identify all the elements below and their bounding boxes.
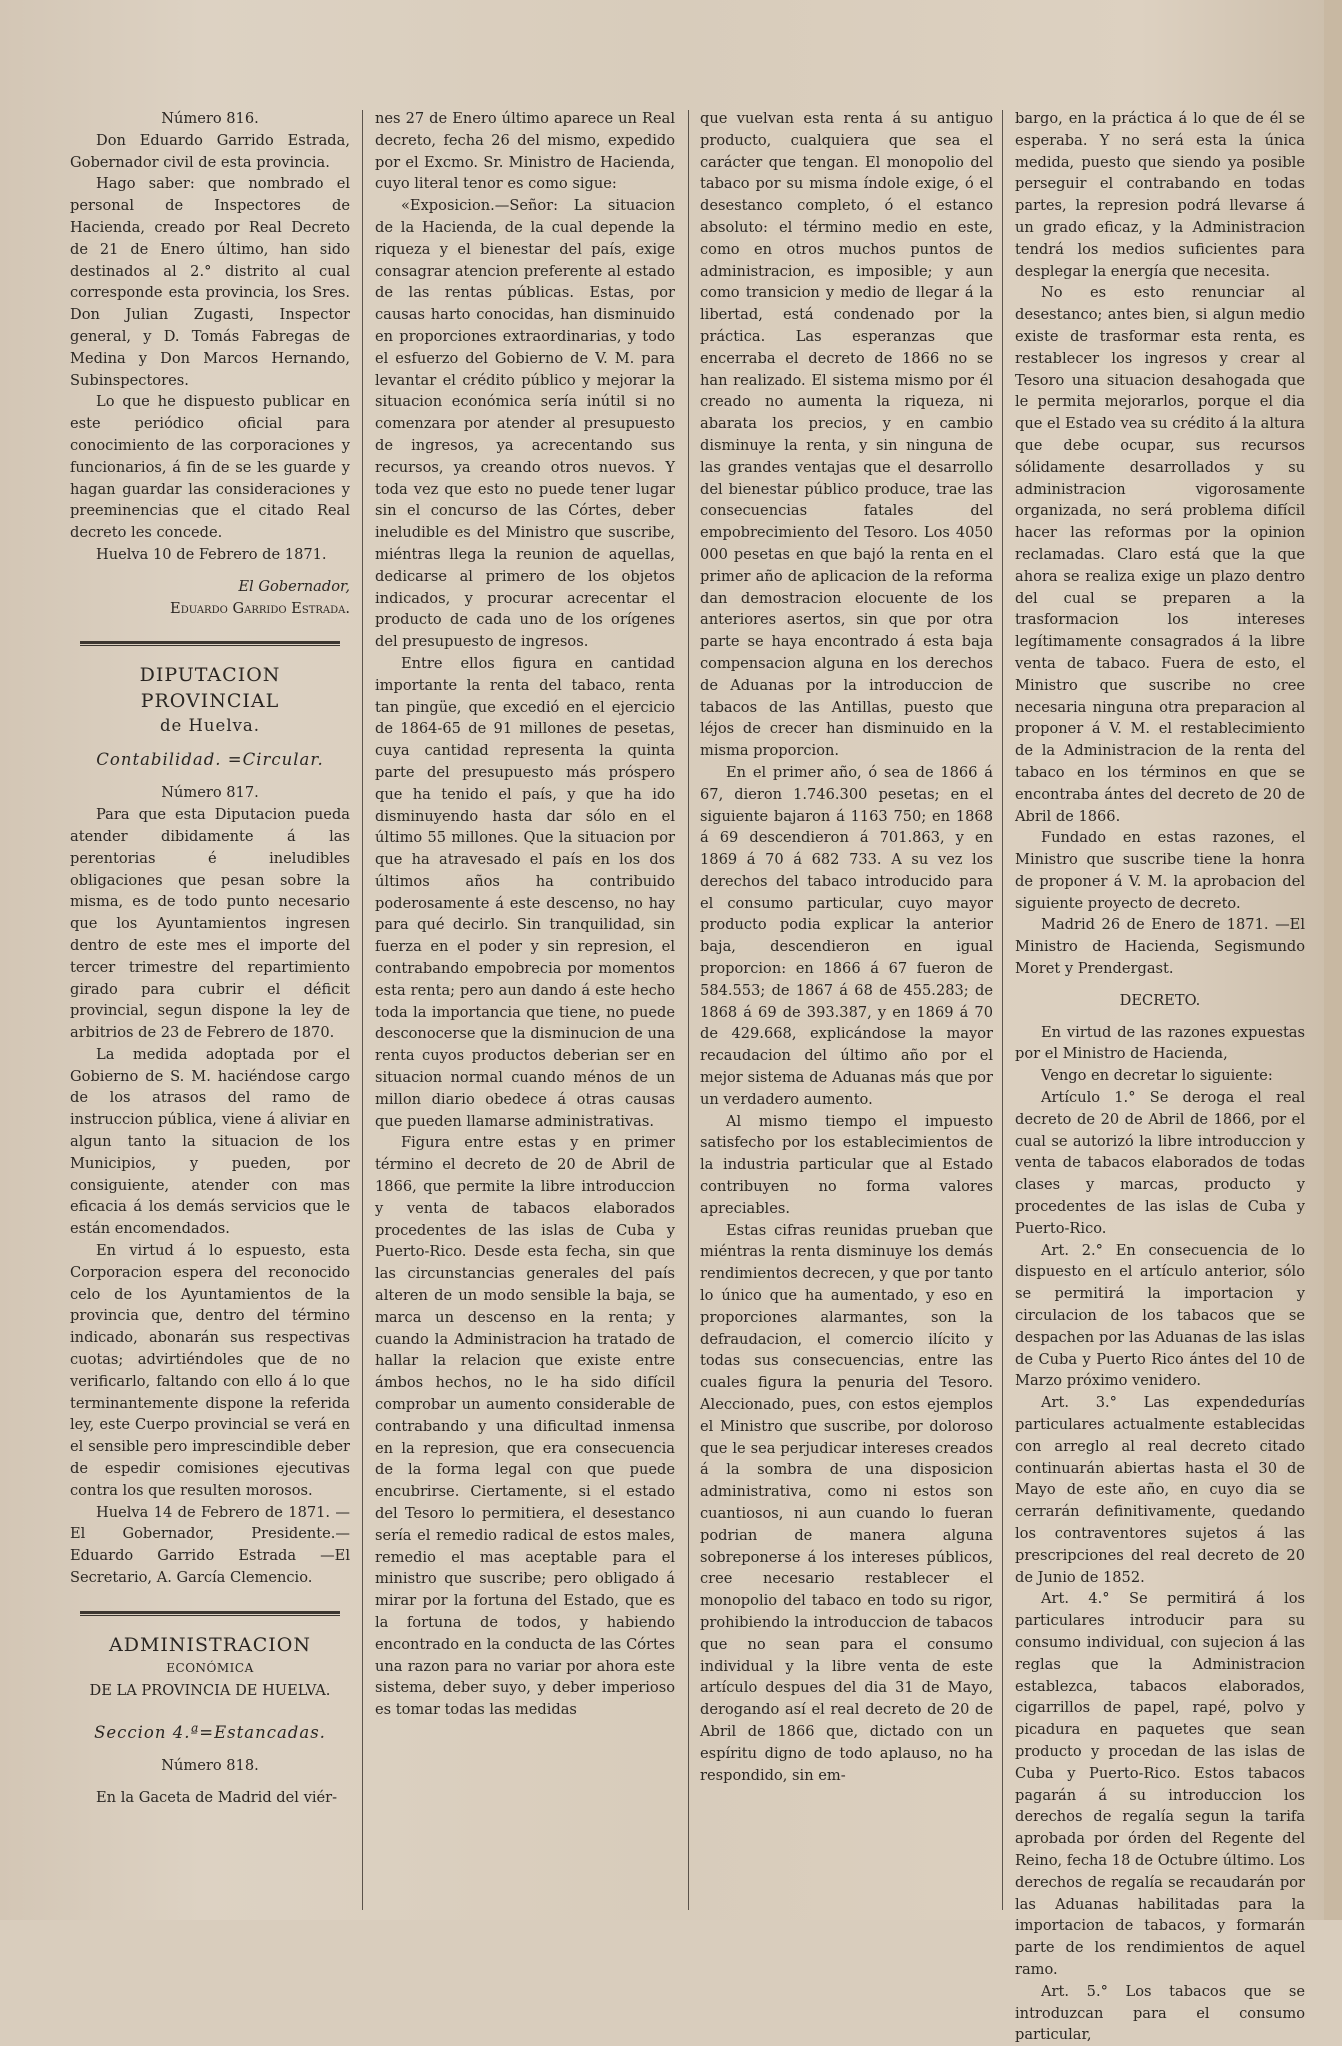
signature-name: Eduardo Garrido Estrada. — [170, 599, 350, 617]
notice-number: Número 817. — [161, 784, 259, 802]
section-subtitle: de Huelva. — [159, 716, 261, 736]
paragraph: Huelva 14 de Febrero de 1871. —El Gobernador, Presidente.— Eduardo Garrido Estrada —El Secretario, A. García Clemencio. — [70, 1503, 350, 1587]
column-rule — [1002, 110, 1003, 1910]
column-4 — [1015, 108, 1305, 2044]
paragraph: que vuelvan esta renta á su antiguo producto, cualquiera que sea el carácter que tengan. El monopolio del tabaco por su misma índole exige, ó el desestanco completo, ó el estanco absoluto: el término medio en este, como en otros muchos puntos de administracion, es imposible; y aun como transicion y medio de llegar á la libertad, está condenado por la práctica. Las esperanzas que encerraba el decreto de 1866 no se han realizado. El sistema mismo por él creado no aumenta la riqueza, ni abarata los precios, y en cambio disminuye la renta, y sin ninguna de las grandes ventajas que el desarrollo del bienestar público produce, trae las consecuencias fatales del empobrecimiento del Tesoro. Los 4050 000 pesetas en que bajó la renta en el primer año de aplicacion de la reforma dan demostracion elocuente de los anteriores asertos, sin que por otra parte se haya encontrado á esta baja compensacion alguna en los derechos de Aduanas por la introduccion de tabacos de las Antillas, puesto que léjos de crecer han disminuido en la misma proporcion. — [700, 110, 993, 760]
decree-heading: DECRETO. — [1119, 991, 1201, 1009]
paragraph: Vengo en decretar lo siguiente: — [1041, 1067, 1273, 1085]
paragraph: No es esto renunciar al desestanco; antes bien, si algun medio existe de trasformar esta renta, es restablecer los ingresos y crear al Tesoro una situacion desahogada que le permita mejorarlos, porque el dia que el Estado vea su crédito á la altura que debe ocupar, sus recursos sólidamente desarrollados y su administracion vigorosamente organizada, no será problema difícil hacer las reformas por la opinion reclamadas. Claro está que la que ahora se realiza exige un plazo dentro del cual se preparen a la trasformacion los intereses legítimamente consagrados á la libre venta de tabaco. Fuera de esto, el Ministro que suscribe no cree necesaria ninguna otra preparacion al proponer á V. M. el restablecimiento de la Administracion de la renta del tabaco en los términos en que se encontraba ántes del decreto de 20 de Abril de 1866. — [1015, 284, 1305, 825]
paragraph: Lo que he dispuesto publicar en este periódico oficial para conocimiento de las corporaciones y funcionarios, á fin de se les guarde y hagan guardar las consideraciones y preeminencias que el citado Real decreto les concede. — [70, 393, 350, 542]
paragraph: En el primer año, ó sea de 1866 á 67, dieron 1.746.300 pesetas; en el siguiente bajaron á 1163 750; en 1868 á 69 descendieron á 701.863, y en 1869 á 70 á 682 733. A su vez los derechos del tabaco introducido para el consumo particular, cuyo mayor producto podia explicar la anterior baja, descendieron en igual proporcion: en 1866 á 67 fueron de 584.553; de 1867 á 68 de 455.283; de 1868 á 69 de 393.387, y en 1869 á 70 de 429.668, explicándose la mayor recaudacion del último año por el mejor sistema de Aduanas más que por un verdadero aumento. — [700, 763, 993, 1108]
paragraph: La medida adoptada por el Gobierno de S. M. haciéndose cargo de los atrasos del ramo de instruccion pública, viene á aliviar en algun tanto la situacion de los Municipios, y pueden, por consiguiente, atender con mas eficacia á los demás servicios que le están encomendados. — [70, 1045, 350, 1238]
article: Art. 4.° Se permitirá á los particulares introducir para su consumo individual, con sujecion á las reglas que la Administracion establezca, tabacos elaborados, cigarrillos de papel, rapé, polvo y picadura en paquetes que sean producto y procedan de las islas de Cuba y Puerto-Rico. Estos tabacos pagarán á su introduccion los derechos de regalía segun la tarifa aprobada por órden del Regente del Reino, fecha 18 de Octubre último. Los derechos de regalía se recaudarán por las Aduanas habilitadas para la importacion de tabacos, y formarán parte de los rendimientos de aquel ramo. — [1015, 1590, 1305, 1978]
column-1 — [70, 108, 350, 1908]
date-line: Huelva 10 de Febrero de 1871. — [96, 545, 327, 563]
paragraph: En virtud de las razones expuestas por el Ministro de Hacienda, — [1015, 1023, 1305, 1063]
date-line: Madrid 26 de Enero de 1871. —El Ministro de Hacienda, Segismundo Moret y Prendergast. — [1015, 916, 1305, 978]
notice-number: Número 818. — [161, 1757, 259, 1775]
article: Art. 2.° En consecuencia de lo dispuesto en el artículo anterior, sólo se permitirá la importacion y circulacion de los tabacos que se despachen por las Aduanas de las islas de Cuba y Puerto Rico ántes del 10 de Marzo próximo venidero. — [1015, 1241, 1305, 1390]
paragraph: Figura entre estas y en primer término el decreto de 20 de Abril de 1866, que permite la libre introduccion y venta de tabacos elaborados procedentes de las islas de Cuba y Puerto-Rico. Desde esta fecha, sin que las circunstancias generales del país alteren de un modo sensible la baja, se marca un descenso en la renta; y cuando la Administracion ha tratado de hallar la relacion que existe entre ámbos hechos, no le ha sido difícil comprobar un aumento considerable de contrabando y una dificultad inmensa en la represion, que era consecuencia de la forma legal con que puede encubrirse. Ciertamente, si el estado del Tesoro lo permitiera, el desestanco sería el remedio radical de estos males, remedio el mas aceptable para el ministro que suscribe; pero obligado á mirar por la fortuna del Estado, que es la fortuna de todos, y habiendo encontrado en la conducta de las Córtes una razon para no variar por ahora este sistema, deber suyo, y deber imperioso es tomar todas las medidas — [375, 1134, 675, 1719]
paragraph: Al mismo tiempo el impuesto satisfecho por los establecimientos de la industria particular que al Estado contribuyen no forma valores apreciables. — [700, 1112, 993, 1217]
subsection-title: Contabilidad. =Circular. — [96, 750, 324, 770]
column-rule — [688, 110, 689, 1910]
section-divider — [80, 641, 340, 646]
signature-title: El Gobernador, — [238, 577, 350, 595]
section-title: ADMINISTRACION — [108, 1633, 311, 1656]
column-rule — [362, 110, 363, 1910]
paragraph: En la Gaceta de Madrid del viér- — [96, 1789, 338, 1807]
column-3 — [700, 108, 993, 1908]
paragraph: Fundado en estas razones, el Ministro que suscribe tiene la honra de proponer á V. M. la aprobacion del siguiente proyecto de decreto. — [1015, 829, 1305, 912]
paragraph: Don Eduardo Garrido Estrada, Gobernador civil de esta provincia. — [70, 131, 350, 171]
paragraph: Hago saber: que nombrado el personal de Inspectores de Hacienda, creado por Real Decreto de 21 de Enero último, han sido destinados al 2.° distrito al cual corresponde esta provincia, los Sres. Don Julian Zugasti, Inspector general, y D. Tomás Fabregas de Medina y Don Marcos Hernando, Subinspectores. — [70, 175, 350, 389]
paragraph: Entre ellos figura en cantidad importante la renta del tabaco, renta tan pingüe, que excedió en el ejercicio de 1864-65 de 91 millones de pesetas, cuya cantidad representa la quinta parte del presupuesto más próspero que ha tenido el país, y que ha ido disminuyendo hasta dar sólo en el último 55 millones. Que la situacion por que ha atravesado el país en los dos últimos años ha contribuido poderosamente á este descenso, no hay para qué decirlo. Sin tranquilidad, sin fuerza en el poder y sin represion, el contrabando empobrecia por momentos esta renta; pero aun dando á este hecho toda la importancia que tiene, no puede desconocerse que la disminucion de una renta cuyos productos deberian ser en situacion normal cuando ménos de un millon diario obedece á otras causas que pueden llamarse administrativas. — [375, 654, 675, 1130]
section-subtitle: ECONÓMICA — [166, 1660, 254, 1675]
article: Art. 5.° Los tabacos que se introduzcan para el consumo particular, — [1015, 1982, 1305, 2044]
paragraph: bargo, en la práctica á lo que de él se esperaba. Y no será esta la única medida, puesto que siendo ya posible perseguir el contrabando en todas partes, la represion podrá llevarse á un grado eficaz, y la Administracion tendrá los medios suficientes para desplegar la energía que necesita. — [1015, 110, 1305, 280]
article: Art. 3.° Las expendedurías particulares actualmente establecidas con arreglo al real decreto citado continuarán abiertas hasta el 30 de Mayo de este año, en cuyo dia se cerrarán definitivamente, quedando los contraventores sujetos á las prescripciones del real decreto de 20 de Junio de 1852. — [1015, 1394, 1305, 1586]
section-subtitle: DE LA PROVINCIA DE HUELVA. — [89, 1681, 331, 1699]
notice-number: Número 816. — [161, 110, 259, 127]
section-divider — [80, 1611, 340, 1616]
article: Artículo 1.° Se deroga el real decreto de 20 de Abril de 1866, por el cual se autorizó la libre introduccion y venta de tabacos elaborados de todas clases y marcas, producto y procedentes de las islas de Cuba y Puerto-Rico. — [1015, 1089, 1305, 1237]
paragraph: Para que esta Diputacion pueda atender dibidamente á las perentorias é ineludibles obligaciones que pesan sobre la misma, es de todo punto necesario que los Ayuntamientos ingresen dentro de este mes el importe del tercer trimestre del repartimiento girado para cubrir el déficit provincial, segun dispone la ley de arbitrios de 23 de Febrero de 1870. — [70, 806, 350, 1042]
column-2 — [375, 108, 675, 1908]
paragraph: «Exposicion.—Señor: La situacion de la Hacienda, de la cual depende la riqueza y el bienestar del país, exige consagrar atencion preferente al estado de las rentas públicas. Estas, por causas harto conocidas, han disminuido en proporciones extraordinarias, y todo el esfuerzo del Gobierno de V. M. para levantar el crédito público y mejorar la situacion económica sería inútil si no comenzara por atender al presupuesto de ingresos, ya acrecentando sus recursos, ya creando otros nuevos. Y toda vez que esto no puede tener lugar sin el concurso de las Córtes, deber ineludible es del Ministro que suscribe, miéntras llega la reunion de aquellas, dedicarse al primero de los objetos indicados, y procurar acrecentar el producto de cada uno de los orígenes del presupuesto de ingresos. — [375, 197, 675, 651]
subsection-title: Seccion 4.ª=Estancadas. — [94, 1723, 326, 1743]
paragraph: Estas cifras reunidas prueban que miéntras la renta disminuye los demás rendimientos decrecen, y que por tanto lo único que ha aumentado, y eso en proporciones alarmantes, son la defraudacion, el comercio ilícito y todas sus consecuencias, entre las cuales figura la penuria del Tesoro. Aleccionado, pues, con estos ejemplos el Ministro que suscribe, por doloroso que le sea perjudicar intereses creados á la sombra de una disposicion administrativa, como ni estos son cuantiosos, ni aun cuando lo fueran podrian de manera alguna sobreponerse á los intereses públicos, cree necesario restablecer el monopolio del tabaco en todo su rigor, prohibiendo la introduccion de tabacos que no sean para el consumo individual y la libre venta de este artículo despues del dia 31 de Mayo, derogando así el real decreto de 20 de Abril de 1866 que, dictado con un espíritu digno de todo aplauso, no ha respondido, sin em- — [700, 1221, 993, 1784]
section-title: DIPUTACION PROVINCIAL — [139, 664, 281, 713]
paragraph: nes 27 de Enero último aparece un Real decreto, fecha 26 del mismo, expedido por el Excmo. Sr. Ministro de Hacienda, cuyo literal tenor es como sigue: — [375, 110, 675, 193]
paragraph: En virtud á lo espuesto, esta Corporacion espera del reconocido celo de los Ayuntamientos de la provincia que, dentro del término indicado, abonarán sus respectivas cuotas; advirtiéndoles que de no verificarlo, faltando con ello á lo que terminantemente dispone la referida ley, este Cuerpo provincial se verá en el sensible pero imprescindible deber de espedir comisiones ejecutivas contra los que resulten morosos. — [70, 1242, 350, 1499]
page-edge — [1324, 0, 1342, 1920]
